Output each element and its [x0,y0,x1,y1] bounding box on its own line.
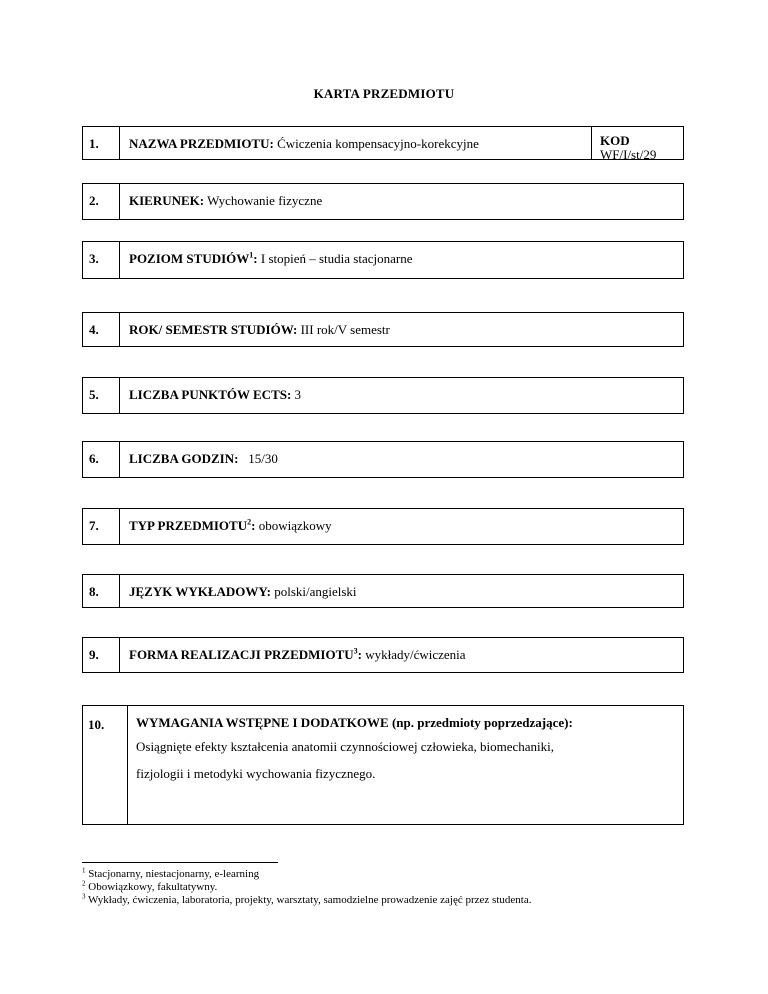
row-value: 3 [291,387,302,402]
row-number: 10. [83,706,128,824]
row-ects-points [82,377,684,414]
row-content [120,575,683,607]
row-value: wykłady/ćwiczenia [361,647,466,662]
row-value: obowiązkowy [255,518,332,533]
footnote-ref: 2 [247,517,252,527]
footnotes [82,868,531,907]
row-language [82,574,684,608]
row-course-name [82,126,684,160]
row-prerequisites [82,705,684,825]
row-label: LICZBA GODZIN: [129,451,239,466]
course-code-value: WF/I/st/29 [600,147,657,162]
prerequisites-line-1: Osiągnięte efekty kształcenia anatomii czynnościowej człowieka, biomechaniki, [136,739,555,754]
row-content [128,706,683,824]
row-content [120,509,683,544]
row-value: Ćwiczenia kompensacyjno-korekcyjne [273,136,479,151]
row-field-of-study [82,183,684,220]
row-value: I stopień – studia stacjonarne [257,251,413,266]
row-label: WYMAGANIA WSTĘPNE I DODATKOWE (np. przedmioty poprzedzające): [136,715,573,730]
row-content [120,313,683,346]
row-number: 9. [83,638,120,672]
footnote-ref: 3 [353,646,358,656]
row-label: POZIOM STUDIÓW$^1$: [129,250,258,266]
row-course-type [82,508,684,545]
course-code-cell [591,127,683,162]
footnote-3: $^3$ Wykłady, ćwiczenia, laboratoria, projekty, warsztaty, samodzielne prowadzenie zajęć przez studenta. [82,892,532,906]
row-value: III rok/V semestr [297,322,390,337]
row-label: ROK/ SEMESTR STUDIÓW: [129,322,298,337]
course-code-label: KOD [600,133,630,148]
row-hours [82,441,684,478]
row-number: 6. [83,442,120,477]
row-label: JĘZYK WYKŁADOWY: [129,584,271,599]
footnote-ref: 1 [249,250,254,260]
row-content [120,242,683,278]
row-number: 7. [83,509,120,544]
row-content [120,638,683,672]
row-number: 1. [83,127,120,159]
footnote-2: $^2$ Obowiązkowy, fakultatywny. [82,879,218,893]
row-label: KIERUNEK: [129,193,205,208]
row-number: 3. [83,242,120,278]
row-content [120,442,683,477]
footnote-separator [82,862,278,863]
row-content [120,184,683,219]
row-number: 2. [83,184,120,219]
row-content [120,378,683,413]
row-study-level [82,241,684,279]
row-year-semester [82,312,684,347]
row-label: FORMA REALIZACJI PRZEDMIOTU$^3$: [129,646,362,662]
row-label: TYP PRZEDMIOTU$^2$: [129,517,256,533]
row-value: polski/angielski [270,584,357,599]
row-number: 8. [83,575,120,607]
row-value: Wychowanie fizyczne [204,193,323,208]
prerequisites-line-2: fizjologii i metodyki wychowania fizycznego. [136,766,376,781]
row-course-form [82,637,684,673]
row-number: 5. [83,378,120,413]
page-title: KARTA PRZEDMIOTU [313,86,455,101]
row-number: 4. [83,313,120,346]
footnote-1: $^1$ Stacjonarny, niestacjonarny, e-learning [82,866,260,880]
row-value: 15/30 [238,451,278,466]
row-label: NAZWA PRZEDMIOTU: [129,136,274,151]
row-label: LICZBA PUNKTÓW ECTS: [129,387,292,402]
row-content [120,127,591,159]
